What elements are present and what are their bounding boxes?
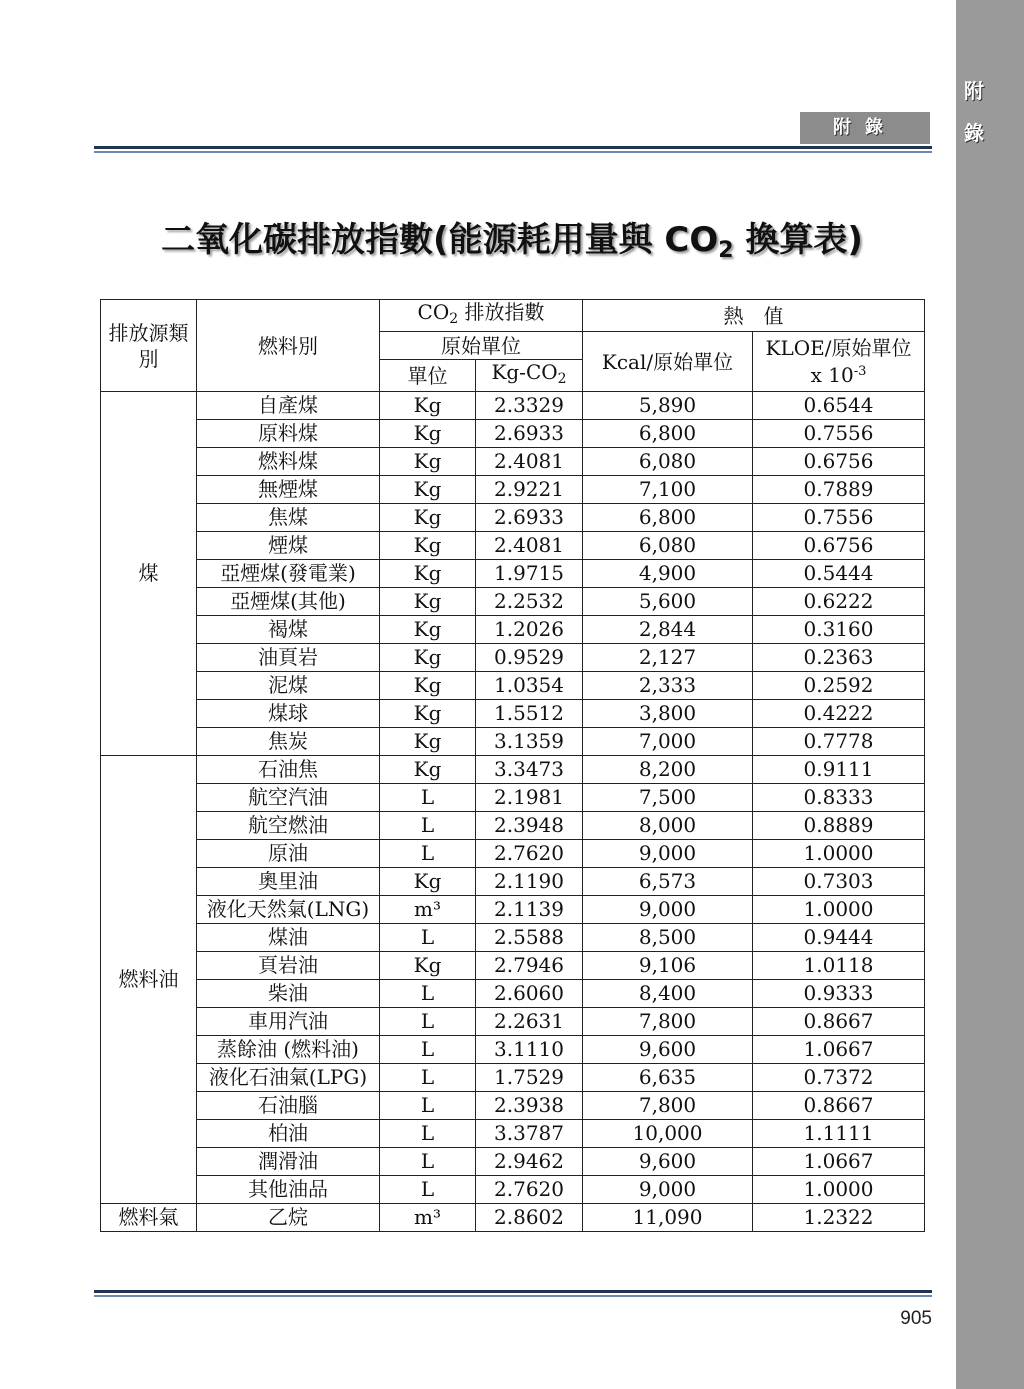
co2-cell: 1.7529 bbox=[476, 1064, 583, 1092]
title-suffix: 換算表) bbox=[733, 220, 863, 260]
co2-cell: 2.9221 bbox=[476, 476, 583, 504]
fuel-cell: 無煙煤 bbox=[197, 476, 380, 504]
section-label: 附錄 bbox=[800, 112, 930, 144]
co2-cell: 1.5512 bbox=[476, 700, 583, 728]
kcal-cell: 8,400 bbox=[583, 980, 753, 1008]
kcal-cell: 9,106 bbox=[583, 952, 753, 980]
table-row bbox=[101, 756, 925, 784]
table-row bbox=[101, 504, 925, 532]
kcal-cell: 8,200 bbox=[583, 756, 753, 784]
fuel-cell: 航空燃油 bbox=[197, 812, 380, 840]
table-row bbox=[101, 868, 925, 896]
table-row bbox=[101, 616, 925, 644]
co2-cell: 0.9529 bbox=[476, 644, 583, 672]
kcal-cell: 10,000 bbox=[583, 1120, 753, 1148]
kcal-cell: 9,000 bbox=[583, 1176, 753, 1204]
kcal-cell: 9,600 bbox=[583, 1148, 753, 1176]
kcal-cell: 5,600 bbox=[583, 588, 753, 616]
co2-cell: 1.9715 bbox=[476, 560, 583, 588]
fuel-cell: 泥煤 bbox=[197, 672, 380, 700]
unit-cell: L bbox=[380, 1036, 476, 1064]
kcal-cell: 6,080 bbox=[583, 448, 753, 476]
kloe-cell: 0.7303 bbox=[753, 868, 925, 896]
unit-cell: Kg bbox=[380, 644, 476, 672]
kcal-cell: 5,890 bbox=[583, 392, 753, 420]
table-row bbox=[101, 1120, 925, 1148]
page-number: 905 bbox=[900, 1308, 932, 1329]
fuel-cell: 液化天然氣(LNG) bbox=[197, 896, 380, 924]
fuel-cell: 焦煤 bbox=[197, 504, 380, 532]
table-row bbox=[101, 952, 925, 980]
header-kloe: KLOE/原始單位 x $10^{-3}$ bbox=[753, 332, 925, 392]
co2-cell: 2.3938 bbox=[476, 1092, 583, 1120]
kloe-cell: 0.6756 bbox=[753, 448, 925, 476]
co2-cell: 3.1110 bbox=[476, 1036, 583, 1064]
kloe-cell: 1.2322 bbox=[753, 1204, 925, 1232]
fuel-cell: 液化石油氣(LPG) bbox=[197, 1064, 380, 1092]
table-row bbox=[101, 1148, 925, 1176]
header-fuel: 燃料別 bbox=[197, 300, 380, 392]
co2-cell: 3.3787 bbox=[476, 1120, 583, 1148]
co2-cell: 2.7946 bbox=[476, 952, 583, 980]
kcal-cell: 7,000 bbox=[583, 728, 753, 756]
kcal-cell: 7,800 bbox=[583, 1008, 753, 1036]
unit-cell: L bbox=[380, 812, 476, 840]
fuel-cell: 頁岩油 bbox=[197, 952, 380, 980]
table-row bbox=[101, 448, 925, 476]
kloe-cell: 0.6544 bbox=[753, 392, 925, 420]
co2-cell: 2.1190 bbox=[476, 868, 583, 896]
kloe-cell: 1.0000 bbox=[753, 1176, 925, 1204]
table-row bbox=[101, 1204, 925, 1232]
unit-cell: L bbox=[380, 924, 476, 952]
co2-cell: 2.7620 bbox=[476, 1176, 583, 1204]
table-row bbox=[101, 1064, 925, 1092]
side-tab-label: 附錄 bbox=[964, 79, 984, 145]
table-row bbox=[101, 728, 925, 756]
header-unit: 單位 bbox=[380, 360, 476, 392]
unit-cell: L bbox=[380, 784, 476, 812]
kloe-cell: 0.2363 bbox=[753, 644, 925, 672]
co2-cell: 1.2026 bbox=[476, 616, 583, 644]
category-cell: 燃料氣 bbox=[101, 1204, 197, 1232]
co2-cell: 2.6933 bbox=[476, 420, 583, 448]
table-row bbox=[101, 420, 925, 448]
kloe-cell: 1.0000 bbox=[753, 896, 925, 924]
fuel-cell: 煤球 bbox=[197, 700, 380, 728]
table-row bbox=[101, 476, 925, 504]
table-row bbox=[101, 392, 925, 420]
kloe-cell: 0.8667 bbox=[753, 1008, 925, 1036]
unit-cell: Kg bbox=[380, 392, 476, 420]
co2-cell: 2.4081 bbox=[476, 532, 583, 560]
kcal-cell: 9,000 bbox=[583, 840, 753, 868]
kloe-cell: 0.7372 bbox=[753, 1064, 925, 1092]
fuel-cell: 潤滑油 bbox=[197, 1148, 380, 1176]
unit-cell: L bbox=[380, 1148, 476, 1176]
co2-cell: 2.7620 bbox=[476, 840, 583, 868]
header-kcal: Kcal/原始單位 bbox=[583, 332, 753, 392]
kloe-cell: 1.0000 bbox=[753, 840, 925, 868]
header-heat-group: 熱 值 bbox=[583, 300, 925, 332]
kloe-cell: 0.4222 bbox=[753, 700, 925, 728]
kloe-cell: 0.7556 bbox=[753, 504, 925, 532]
header-original-unit: 原始單位 bbox=[380, 332, 583, 360]
kloe-cell: 1.1111 bbox=[753, 1120, 925, 1148]
table-row bbox=[101, 1092, 925, 1120]
fuel-cell: 油頁岩 bbox=[197, 644, 380, 672]
unit-cell: L bbox=[380, 1120, 476, 1148]
kcal-cell: 6,800 bbox=[583, 504, 753, 532]
table-row bbox=[101, 560, 925, 588]
kcal-cell: 8,000 bbox=[583, 812, 753, 840]
kloe-cell: 0.7889 bbox=[753, 476, 925, 504]
unit-cell: Kg bbox=[380, 756, 476, 784]
unit-cell: Kg bbox=[380, 420, 476, 448]
unit-cell: Kg bbox=[380, 476, 476, 504]
kloe-cell: 1.0667 bbox=[753, 1148, 925, 1176]
page-title bbox=[0, 212, 1024, 263]
table-row bbox=[101, 1036, 925, 1064]
fuel-cell: 亞煙煤(其他) bbox=[197, 588, 380, 616]
fuel-cell: 焦炭 bbox=[197, 728, 380, 756]
table-row bbox=[101, 896, 925, 924]
kcal-cell: 2,844 bbox=[583, 616, 753, 644]
fuel-cell: 石油焦 bbox=[197, 756, 380, 784]
kcal-cell: 2,333 bbox=[583, 672, 753, 700]
fuel-cell: 原料煤 bbox=[197, 420, 380, 448]
unit-cell: Kg bbox=[380, 588, 476, 616]
header-category: 排放源類別 bbox=[101, 300, 197, 392]
table-row bbox=[101, 672, 925, 700]
fuel-cell: 煤油 bbox=[197, 924, 380, 952]
fuel-cell: 奧里油 bbox=[197, 868, 380, 896]
kloe-cell: 0.8889 bbox=[753, 812, 925, 840]
kcal-cell: 6,635 bbox=[583, 1064, 753, 1092]
table-row bbox=[101, 840, 925, 868]
kloe-cell: 0.7556 bbox=[753, 420, 925, 448]
co2-emission-table bbox=[100, 299, 925, 1232]
table-row bbox=[101, 784, 925, 812]
footer-rule bbox=[94, 1290, 932, 1297]
kloe-cell: 0.5444 bbox=[753, 560, 925, 588]
kcal-cell: 8,500 bbox=[583, 924, 753, 952]
kloe-cell: 0.8333 bbox=[753, 784, 925, 812]
unit-cell: Kg bbox=[380, 700, 476, 728]
header-co2-group: $CO_2$ 排放指數 bbox=[380, 300, 583, 332]
table-row bbox=[101, 588, 925, 616]
co2-cell: 1.0354 bbox=[476, 672, 583, 700]
co2-cell: 2.3948 bbox=[476, 812, 583, 840]
co2-cell: 2.6933 bbox=[476, 504, 583, 532]
kloe-cell: 0.9444 bbox=[753, 924, 925, 952]
kcal-cell: 9,600 bbox=[583, 1036, 753, 1064]
co2-cell: 2.5588 bbox=[476, 924, 583, 952]
unit-cell: m³ bbox=[380, 896, 476, 924]
unit-cell: Kg bbox=[380, 728, 476, 756]
unit-cell: L bbox=[380, 1064, 476, 1092]
header-rule bbox=[94, 146, 932, 153]
kloe-cell: 0.9111 bbox=[753, 756, 925, 784]
unit-cell: Kg bbox=[380, 504, 476, 532]
table-row bbox=[101, 812, 925, 840]
kloe-cell: 0.6756 bbox=[753, 532, 925, 560]
unit-cell: Kg bbox=[380, 448, 476, 476]
kcal-cell: 3,800 bbox=[583, 700, 753, 728]
co2-cell: 3.1359 bbox=[476, 728, 583, 756]
kloe-cell: 0.3160 bbox=[753, 616, 925, 644]
table-row bbox=[101, 700, 925, 728]
co2-cell: 2.6060 bbox=[476, 980, 583, 1008]
kloe-cell: 1.0118 bbox=[753, 952, 925, 980]
fuel-cell: 亞煙煤(發電業) bbox=[197, 560, 380, 588]
unit-cell: Kg bbox=[380, 868, 476, 896]
fuel-cell: 車用汽油 bbox=[197, 1008, 380, 1036]
co2-cell: 3.3473 bbox=[476, 756, 583, 784]
kcal-cell: 7,500 bbox=[583, 784, 753, 812]
kcal-cell: 6,573 bbox=[583, 868, 753, 896]
kloe-cell: 0.7778 bbox=[753, 728, 925, 756]
table-row bbox=[101, 1176, 925, 1204]
table-row bbox=[101, 532, 925, 560]
kloe-cell: 0.9333 bbox=[753, 980, 925, 1008]
fuel-cell: 柏油 bbox=[197, 1120, 380, 1148]
kcal-cell: 4,900 bbox=[583, 560, 753, 588]
unit-cell: Kg bbox=[380, 672, 476, 700]
fuel-cell: 柴油 bbox=[197, 980, 380, 1008]
unit-cell: L bbox=[380, 1008, 476, 1036]
unit-cell: L bbox=[380, 980, 476, 1008]
category-cell: 煤 bbox=[101, 392, 197, 756]
side-tab bbox=[956, 0, 1024, 1389]
kloe-cell: 0.6222 bbox=[753, 588, 925, 616]
fuel-cell: 乙烷 bbox=[197, 1204, 380, 1232]
unit-cell: L bbox=[380, 840, 476, 868]
co2-cell: 2.9462 bbox=[476, 1148, 583, 1176]
table-row bbox=[101, 644, 925, 672]
table-row bbox=[101, 980, 925, 1008]
kloe-cell: 0.8667 bbox=[753, 1092, 925, 1120]
fuel-cell: 燃料煤 bbox=[197, 448, 380, 476]
title-prefix: 二氧化碳排放指數(能源耗用量與 CO bbox=[161, 220, 719, 260]
kcal-cell: 2,127 bbox=[583, 644, 753, 672]
kcal-cell: 11,090 bbox=[583, 1204, 753, 1232]
fuel-cell: 自產煤 bbox=[197, 392, 380, 420]
table-row bbox=[101, 924, 925, 952]
co2-cell: 2.3329 bbox=[476, 392, 583, 420]
co2-cell: 2.8602 bbox=[476, 1204, 583, 1232]
co2-cell: 2.1139 bbox=[476, 896, 583, 924]
kcal-cell: 6,080 bbox=[583, 532, 753, 560]
kcal-cell: 7,800 bbox=[583, 1092, 753, 1120]
unit-cell: L bbox=[380, 1092, 476, 1120]
kcal-cell: 6,800 bbox=[583, 420, 753, 448]
unit-cell: Kg bbox=[380, 616, 476, 644]
co2-cell: 2.2532 bbox=[476, 588, 583, 616]
title-subscript: 2 bbox=[718, 238, 734, 263]
unit-cell: L bbox=[380, 1176, 476, 1204]
unit-cell: m³ bbox=[380, 1204, 476, 1232]
co2-cell: 2.4081 bbox=[476, 448, 583, 476]
fuel-cell: 褐煤 bbox=[197, 616, 380, 644]
fuel-cell: 煙煤 bbox=[197, 532, 380, 560]
fuel-cell: 蒸餘油 (燃料油) bbox=[197, 1036, 380, 1064]
unit-cell: Kg bbox=[380, 560, 476, 588]
category-cell: 燃料油 bbox=[101, 756, 197, 1204]
kloe-cell: 0.2592 bbox=[753, 672, 925, 700]
kcal-cell: 7,100 bbox=[583, 476, 753, 504]
co2-cell: 2.1981 bbox=[476, 784, 583, 812]
fuel-cell: 航空汽油 bbox=[197, 784, 380, 812]
header-kgco2: $Kg-CO_2$ bbox=[476, 360, 583, 392]
unit-cell: Kg bbox=[380, 952, 476, 980]
fuel-cell: 石油腦 bbox=[197, 1092, 380, 1120]
co2-cell: 2.2631 bbox=[476, 1008, 583, 1036]
kloe-cell: 1.0667 bbox=[753, 1036, 925, 1064]
unit-cell: Kg bbox=[380, 532, 476, 560]
fuel-cell: 原油 bbox=[197, 840, 380, 868]
fuel-cell: 其他油品 bbox=[197, 1176, 380, 1204]
table-row bbox=[101, 1008, 925, 1036]
kcal-cell: 9,000 bbox=[583, 896, 753, 924]
